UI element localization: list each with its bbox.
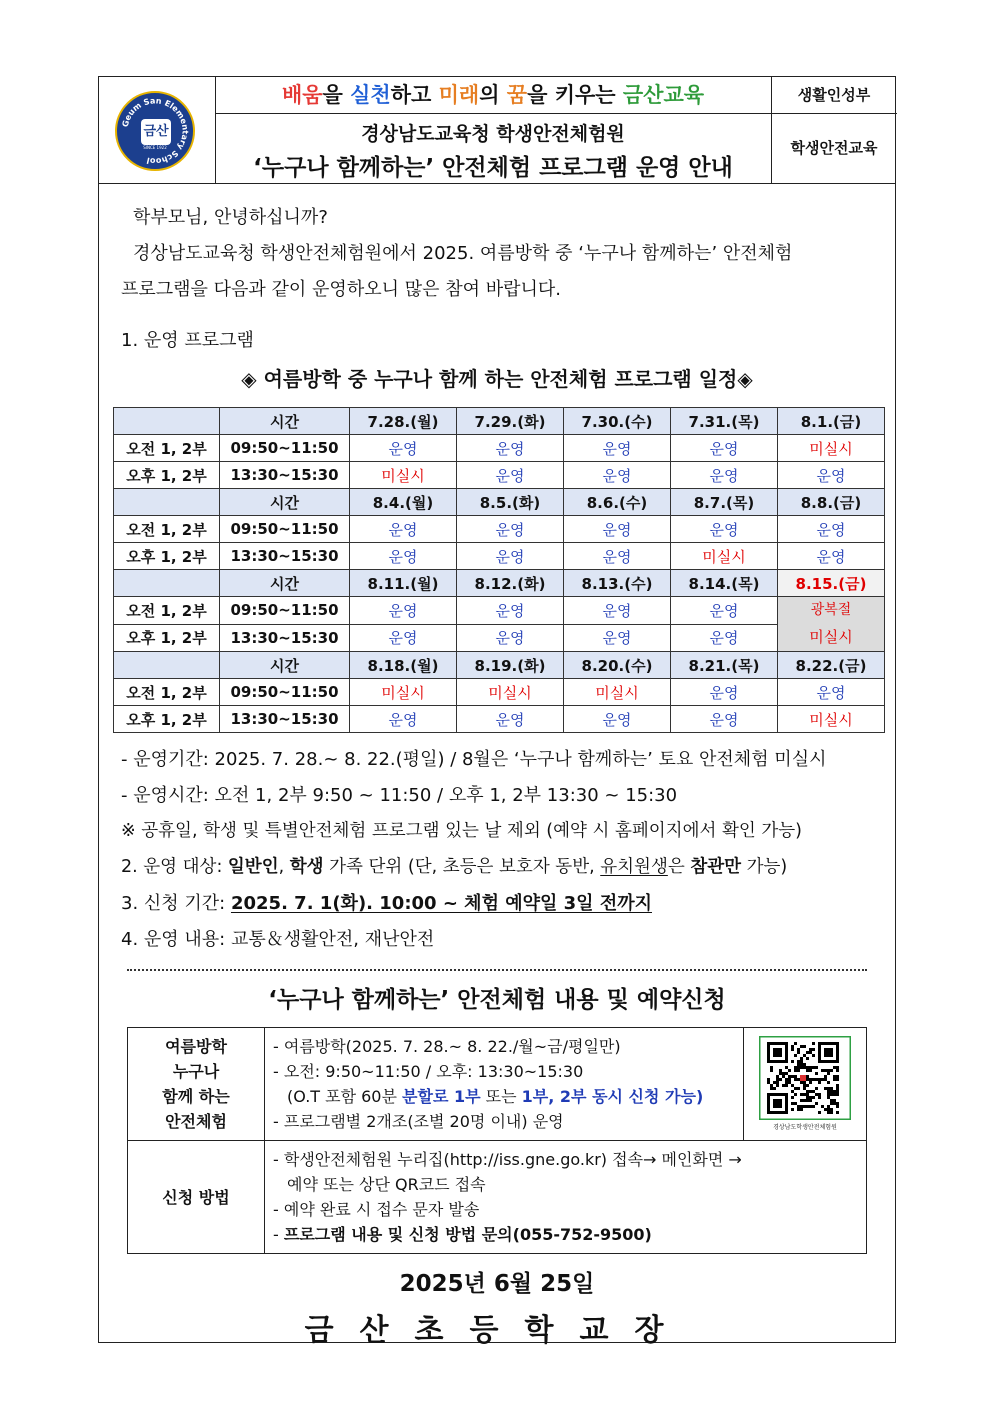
slogan-segment: 미래 xyxy=(438,83,480,107)
session-time: 09:50~11:50 xyxy=(220,597,350,625)
schedule-row-pm xyxy=(114,462,885,489)
schedule-cell: 운영 xyxy=(457,706,564,733)
section-2 xyxy=(121,853,787,878)
session-time: 13:30~15:30 xyxy=(220,706,350,733)
apply-contact xyxy=(273,1222,858,1247)
target-general: 일반인 xyxy=(227,857,279,877)
session-time: 09:50~11:50 xyxy=(220,516,350,543)
document-frame xyxy=(98,76,896,1348)
schedule-row-am xyxy=(114,597,885,625)
day-header: 8.20.(수) xyxy=(564,652,671,679)
category: 생활인성부 xyxy=(771,77,897,114)
info-label-line: 누구나 xyxy=(172,1062,220,1081)
header-blank xyxy=(114,408,220,435)
schedule-cell: 운영 xyxy=(350,597,457,625)
session-label: 오후 1, 2부 xyxy=(114,624,220,652)
schedule-cell: 미실시 xyxy=(350,679,457,706)
program-groups: - 프로그램별 2개조(조별 20명 이내) 운영 xyxy=(273,1112,564,1131)
program-hours: - 오전: 9:50~11:50 / 오후: 13:30~15:30 xyxy=(273,1062,584,1081)
schedule-header-row xyxy=(114,570,885,597)
target-observe-only: 참관만 xyxy=(690,857,742,877)
schedule-title: ◈ 여름방학 중 누구나 함께 하는 안전체험 프로그램 일정◈ xyxy=(241,367,753,391)
schedule-cell: 운영 xyxy=(457,435,564,462)
section-1-heading: 1. 운영 프로그램 xyxy=(121,330,254,351)
issue-date: 2025년 6월 25일 xyxy=(399,1271,595,1297)
schedule-cell: 미실시 xyxy=(778,706,885,733)
session-time: 13:30~15:30 xyxy=(220,462,350,489)
slogan-segment: 꿈 xyxy=(506,83,528,107)
ot-or: 또는 xyxy=(480,1087,522,1106)
section-4: 4. 운영 내용: 교통＆생활안전, 재난안전 xyxy=(121,929,435,950)
day-header: 8.5.(화) xyxy=(457,489,564,516)
schedule-cell: 운영 xyxy=(671,597,778,625)
header-blank xyxy=(114,570,220,597)
schedule-header-row xyxy=(114,489,885,516)
time-header: 시간 xyxy=(220,408,350,435)
schedule-cell: 운영 xyxy=(564,516,671,543)
day-header: 8.11.(월) xyxy=(350,570,457,597)
logo-ring-text: Geum San Elementary School xyxy=(120,96,190,166)
schedule-cell: 운영 xyxy=(457,516,564,543)
schedule-row-am xyxy=(114,435,885,462)
slogan-segment: 실천 xyxy=(350,83,391,107)
day-header: 8.22.(금) xyxy=(778,652,885,679)
program-ot xyxy=(273,1084,735,1109)
session-label: 오전 1, 2부 xyxy=(114,597,220,625)
session-time: 09:50~11:50 xyxy=(220,679,350,706)
info-table xyxy=(127,1027,867,1254)
schedule-cell: 운영 xyxy=(564,624,671,652)
intro-line-1: 경상남도교육청 학생안전체험원에서 2025. 여름방학 중 ‘누구나 함께하는’ 안전체험 xyxy=(133,243,793,264)
session-time: 13:30~15:30 xyxy=(220,543,350,570)
day-header: 8.7.(목) xyxy=(671,489,778,516)
schedule-cell: 운영 xyxy=(457,597,564,625)
schedule-row-am xyxy=(114,516,885,543)
schedule-cell: 운영 xyxy=(350,435,457,462)
schedule-cell: 운영 xyxy=(671,516,778,543)
schedule-row-pm xyxy=(114,624,885,652)
day-header: 7.29.(화) xyxy=(457,408,564,435)
session-time: 13:30~15:30 xyxy=(220,624,350,652)
day-header: 8.4.(월) xyxy=(350,489,457,516)
schedule-cell: 운영 xyxy=(350,624,457,652)
info-label-line: 여름방학 xyxy=(165,1037,227,1056)
slogan-segment: 배움 xyxy=(281,83,323,107)
header-blank xyxy=(114,489,220,516)
session-label: 오전 1, 2부 xyxy=(114,516,220,543)
session-time: 09:50~11:50 xyxy=(220,435,350,462)
schedule-table xyxy=(113,407,885,733)
header xyxy=(99,77,895,184)
session-label: 오전 1, 2부 xyxy=(114,679,220,706)
schedule-cell: 운영 xyxy=(671,706,778,733)
dotted-divider xyxy=(127,969,867,971)
session-label: 오후 1, 2부 xyxy=(114,706,220,733)
day-header: 8.19.(화) xyxy=(457,652,564,679)
schedule-cell: 운영 xyxy=(350,706,457,733)
section-2-sep3: 은 xyxy=(667,857,691,877)
schedule-cell: 운영 xyxy=(671,435,778,462)
info-label-program xyxy=(128,1028,265,1141)
day-header: 8.13.(수) xyxy=(564,570,671,597)
qr-cell xyxy=(744,1028,867,1141)
time-header: 시간 xyxy=(220,652,350,679)
logo-cell xyxy=(99,77,216,183)
ot-prefix: (O.T 포함 60분 xyxy=(287,1087,403,1106)
day-header: 8.18.(월) xyxy=(350,652,457,679)
target-kindergarten: 유치원생 xyxy=(600,857,668,877)
session-label: 오후 1, 2부 xyxy=(114,543,220,570)
schedule-cell: 운영 xyxy=(350,543,457,570)
schedule-cell: 운영 xyxy=(778,462,885,489)
greeting: 학부모님, 안녕하십니까? xyxy=(133,207,328,228)
target-student: 학생 xyxy=(289,857,324,877)
note-period: - 운영기간: 2025. 7. 28.~ 8. 22.(평일) / 8월은 ‘누구나 함께하는’ 토요 안전체험 미실시 xyxy=(121,749,827,770)
section-2-sep2: 가족 단위 (단, 초등은 보호자 동반, xyxy=(323,857,601,877)
section-3 xyxy=(121,889,652,915)
schedule-cell: 운영 xyxy=(778,543,885,570)
title-cell xyxy=(215,113,772,183)
schedule-header-row xyxy=(114,652,885,679)
info-program-details xyxy=(265,1028,744,1141)
schedule-cell: 미실시 xyxy=(350,462,457,489)
schedule-cell: 운영 xyxy=(564,597,671,625)
schedule-row-pm xyxy=(114,706,885,733)
ot-split: 분할로 1부 xyxy=(402,1087,481,1106)
apply-step-1b: 예약 또는 상단 QR코드 접속 xyxy=(287,1175,486,1194)
schedule-cell: 운영 xyxy=(457,462,564,489)
day-header: 8.8.(금) xyxy=(778,489,885,516)
header-blank xyxy=(114,652,220,679)
note-exceptions: ※ 공휴일, 학생 및 특별안전체험 프로그램 있는 날 제외 (예약 시 홈페이지에서 확인 가능) xyxy=(121,821,802,841)
day-header: 8.1.(금) xyxy=(778,408,885,435)
program-period: - 여름방학(2025. 7. 28.~ 8. 22./월~금/평일만) xyxy=(273,1037,621,1056)
schedule-cell: 운영 xyxy=(671,624,778,652)
info-label-line: 함께 하는 xyxy=(162,1087,230,1106)
qr-caption: 경상남도학생안전체험원 xyxy=(773,1124,837,1131)
session-label: 오전 1, 2부 xyxy=(114,435,220,462)
time-header: 시간 xyxy=(220,570,350,597)
schedule-cell: 운영 xyxy=(350,516,457,543)
holiday-name: 광복절 xyxy=(810,602,852,618)
info-label-apply: 신청 방법 xyxy=(128,1141,265,1254)
logo-since: SINCE 1922 xyxy=(143,145,167,150)
section-2-sep4: 가능) xyxy=(741,857,788,877)
schedule-cell: 미실시 xyxy=(564,679,671,706)
day-header: 8.12.(화) xyxy=(457,570,564,597)
slogan-segment: 을 xyxy=(322,83,351,107)
ot-both: 1부, 2부 동시 신청 가능) xyxy=(521,1087,704,1106)
day-header: 7.31.(목) xyxy=(671,408,778,435)
contact-dash: - xyxy=(273,1225,284,1244)
schedule-cell: 미실시 xyxy=(778,435,885,462)
note-hours: - 운영시간: 오전 1, 2부 9:50 ~ 11:50 / 오후 1, 2부 13:30 ~ 15:30 xyxy=(121,785,678,806)
subcategory: 학생안전교육 xyxy=(790,139,878,157)
signer: 금산초등학교장 xyxy=(304,1313,690,1348)
schedule-cell: 운영 xyxy=(671,679,778,706)
slogan-segment: 하고 xyxy=(390,83,439,107)
holiday-status: 미실시 xyxy=(809,628,853,646)
time-header: 시간 xyxy=(220,489,350,516)
day-header: 8.15.(금) xyxy=(778,570,885,597)
info-label-line: 안전체험 xyxy=(165,1112,227,1131)
schedule-cell: 운영 xyxy=(778,679,885,706)
section-3-prefix: 3. 신청 기간: xyxy=(121,893,231,914)
schedule-cell: 운영 xyxy=(564,462,671,489)
section-2-prefix: 2. 운영 대상: xyxy=(121,857,228,877)
schedule-cell: 운영 xyxy=(564,435,671,462)
schedule-row-pm xyxy=(114,543,885,570)
application-period: 2025. 7. 1(화). 10:00 ~ 체험 예약일 3일 전까지 xyxy=(230,893,652,914)
schedule-cell: 운영 xyxy=(778,516,885,543)
page-title: ‘누구나 함께하는’ 안전체험 프로그램 운영 안내 xyxy=(253,155,733,181)
schedule-cell: 운영 xyxy=(671,462,778,489)
day-header: 8.6.(수) xyxy=(564,489,671,516)
holiday-cell xyxy=(778,597,885,652)
schedule-cell: 운영 xyxy=(564,706,671,733)
session-label: 오후 1, 2부 xyxy=(114,462,220,489)
contact-phone: 프로그램 내용 및 신청 방법 문의(055-752-9500) xyxy=(283,1225,652,1244)
schedule-cell: 운영 xyxy=(564,543,671,570)
slogan-segment: 키우는 xyxy=(554,83,623,107)
day-header: 8.21.(목) xyxy=(671,652,778,679)
qr-code-icon[interactable] xyxy=(759,1036,851,1120)
schedule-cell: 운영 xyxy=(457,624,564,652)
slogan-segment: 의 xyxy=(479,83,507,107)
info-apply-details xyxy=(265,1141,867,1254)
schedule-cell: 미실시 xyxy=(457,679,564,706)
day-header: 8.14.(목) xyxy=(671,570,778,597)
section-2-sep1: , xyxy=(278,857,290,877)
apply-step-1: - 학생안전체험원 누리집(http://iss.gne.go.kr) 접속→ 메인화면 → xyxy=(273,1150,742,1169)
logo-badge: 금산 xyxy=(141,119,171,145)
day-header: 7.28.(월) xyxy=(350,408,457,435)
schedule-cell: 미실시 xyxy=(671,543,778,570)
schedule-header-row xyxy=(114,408,885,435)
day-header: 7.30.(수) xyxy=(564,408,671,435)
slogan xyxy=(215,77,772,114)
apply-step-2: - 예약 완료 시 접수 문자 발송 xyxy=(273,1200,480,1219)
slogan-segment: 금산교육 xyxy=(622,83,705,107)
slogan-segment: 을 xyxy=(527,83,555,107)
intro-line-2: 프로그램을 다음과 같이 운영하오니 많은 참여 바랍니다. xyxy=(121,279,561,300)
org-name: 경상남도교육청 학생안전체험원 xyxy=(361,123,625,145)
reserve-title: ‘누구나 함께하는’ 안전체험 내용 및 예약신청 xyxy=(268,987,726,1013)
school-logo xyxy=(115,91,195,171)
schedule-cell: 운영 xyxy=(457,543,564,570)
schedule-row-am xyxy=(114,679,885,706)
